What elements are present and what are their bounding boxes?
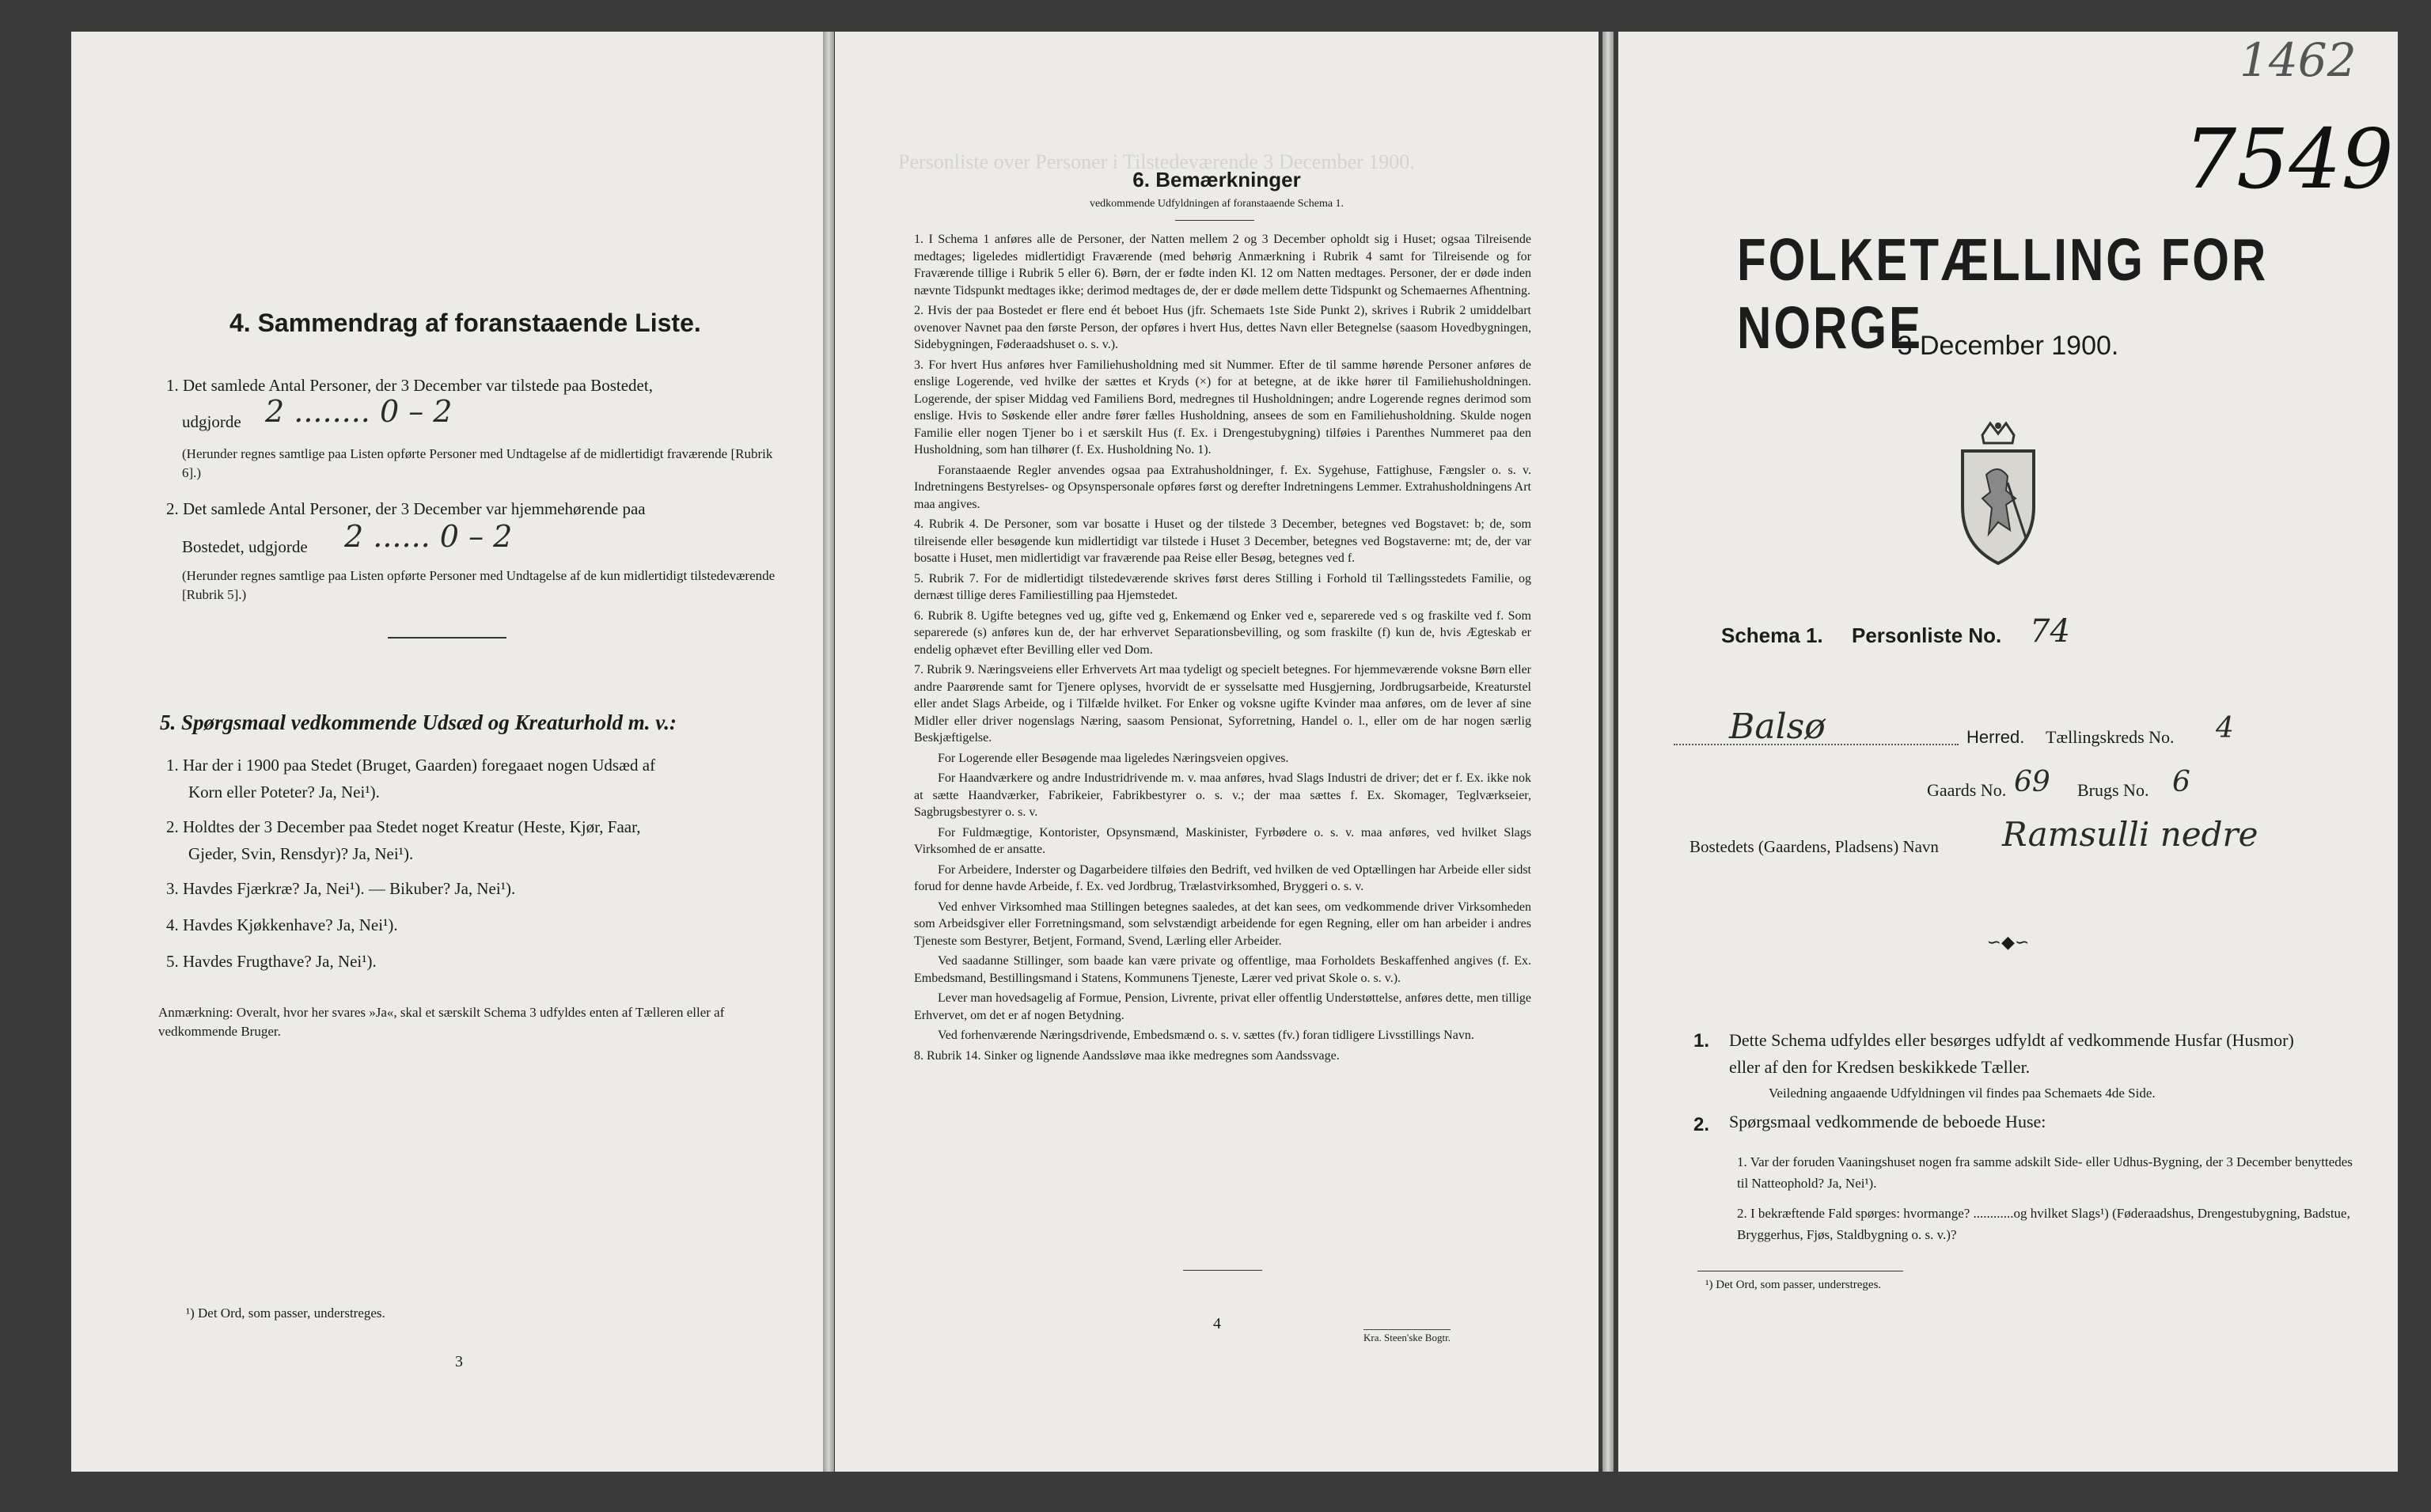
remark-paragraph: 1. I Schema 1 anføres alle de Personer, der Natten mellem 2 og 3 December opholdt sig i Huset; ogsaa Tilreisende medtages; ligeledes midlertidigt Fraværende (med behørig Anmærkning i Rubrik 4 samt for Tilreisende og for Fraværende tillige i Rubrik 5 eller 6). Børn, der er fødte inden Kl. 12 om Natten medtages. Personer, der er døde inden nævnte Tidspunkt medtages ikke; derimod medtages de, der er døde mellem dette Tidspunkt og Schemaernes Afhentning. [914,233,1531,297]
gaard-label: Gaards No. [1927,780,2007,800]
remark-paragraph: Ved forhenværende Næringsdrivende, Embedsmænd o. s. v. sættes (fv.) foran tidligere Livsstillings Navn. [938,1029,1474,1042]
page-4-remarks [835,32,1599,1472]
instruction-1-sub: Veiledning angaaende Udfyldningen vil findes paa Schemaets 4de Side. [1769,1086,2156,1101]
archive-number-2: 7549 [2184,111,2394,207]
bosted-name: Ramsulli nedre [2002,815,2258,854]
inst-2-number: 2. [1693,1114,1710,1135]
herred-name: Balsø [1729,707,1826,747]
remarks-subheading: vedkommende Udfyldningen af foranstaaende Schema 1. [1089,198,1344,210]
item-1b: Korn eller Poteter? Ja, Nei¹). [188,783,380,801]
q2-note: (Herunder regnes samtlige paa Listen opførte Personer med Undtagelse af de kun midlertidigt tilstedeværende [Rubrik 5].) [182,568,776,602]
remark-paragraph: For Fuldmægtige, Kontorister, Opsynsmænd, Maskinister, Fyrbødere o. s. v. maa anføres, ved hvilket Slags Virksomhed de er ansatte. [914,825,1531,856]
kreds-label: Tællingskreds No. [2046,727,2175,747]
remarks-heading: 6. Bemærkninger [1132,168,1301,191]
census-date: 3 December 1900. [1897,331,2119,361]
document-title: FOLKETÆLLING FOR NORGE [1737,226,2269,362]
page-fold [823,32,834,1472]
personliste-number: 74 [2030,613,2070,650]
remark: Anmærkning: Overalt, hvor her svares »Ja«, skal et særskilt Schema 3 udfyldes enten af Tælleren eller af vedkommende Bruger. [158,1005,725,1039]
kreds-number: 4 [2216,712,2234,745]
page-1-cover [1618,32,2398,1472]
remark-paragraph: 4. Rubrik 4. De Personer, som var bosatte i Huset og der tilstede 3 December, betegnes ved Bogstavet: b; de, som tilreisende eller besøgende kun midlertidigt var tilstede i Huset 3 December, betegnes ved Bogstaverne: mt; de, der var bosatte i Huset, men midlertidigt var fraværende paa Reise eller Besøg, betegnes ved f. [914,517,1531,565]
inst-1-number: 1. [1693,1030,1710,1052]
divider [1175,220,1254,221]
remark-paragraph: Ved enhver Virksomhed maa Stillingen betegnes saaledes, at det kan sees, om vedkommende driver Virksomheden som Arbeidsgiver eller Forretningsmand, som selvstændigt arbeidende for egen Regning, eller om han arbeider i andres Tjeneste som Bestyrer, Betjent, Formand, Svend, Lærling eller Arbeider. [914,900,1531,948]
ornament: ∽◆∽ [1986,932,2030,952]
gaard-number: 69 [2014,766,2050,798]
item-2b: Gjeder, Svin, Rensdyr)? Ja, Nei¹). [188,844,414,863]
section5-heading: 5. Spørgsmaal vedkommende Udsæd og Kreaturhold m. v.: [160,711,677,734]
q1-text: 1. Det samlede Antal Personer, der 3 December var tilstede paa Bostedet, [166,376,653,395]
brug-label: Brugs No. [2077,780,2149,800]
item-5: 5. Havdes Frugthave? Ja, Nei¹). [166,952,377,971]
q1-note: (Herunder regnes samtlige paa Listen opførte Personer med Undtagelse af de midlertidigt fraværende [Rubrik 6].) [182,446,773,480]
page-3-summary [71,32,823,1472]
remark-paragraph: 7. Rubrik 9. Næringsveiens eller Erhvervets Art maa tydeligt og specielt betegnes. For hjemmeværende voksne Børn eller andre Paarørende samt for Tjenere oplyses, hvorvidt de er sysselsatte med Husgjerning, Jordbrugsarbeide, Kreaturstel eller andet Slags Arbeide, og i Tilfælde hvilket. For Enker og voksne ugifte Kvinder maa anføres, om de lever af sine Midler eller driver nogenslags Næring, saasom Pensionat, Syforretning, Handel o. l., eller om de har nogen særlig Beskjæftigelse. [914,663,1531,745]
remarks-body [914,231,1531,1067]
bosted-label: Bostedets (Gaardens, Pladsens) Navn [1690,837,1939,856]
remark-paragraph: 2. Hvis der paa Bostedet er flere end ét beboet Hus (jfr. Schemaets 1ste Side Punkt 2), skrives i Rubrik 2 umiddelbart ovenover Navnet paa den første Person, der opføres i hvert Hus, dettes Navn eller Betegnelse (saasom Hovedbygningen, Sidebygningen, Føderaadshuset o. s. v.). [914,304,1531,351]
instruction-2-2: 2. I bekræftende Fald spørges: hvormange? ............og hvilket Slags¹) (Føderaadshus, Drengestubygning, Badstue, Bryggerhus, Fjøs, Staldbygning o. s. v.)? [1737,1206,2350,1242]
page-number: 3 [455,1353,463,1370]
page-fold [1602,32,1614,1472]
remark-paragraph: 8. Rubrik 14. Sinker og lignende Aandssløve maa ikke medregnes som Aandssvage. [914,1048,1340,1063]
archive-number-1: 1462 [2239,33,2357,87]
printer-credit: Kra. Steen'ske Bogtr. [1363,1329,1451,1344]
q1-udgjorde: udgjorde [182,412,241,431]
footnote: ¹) Det Ord, som passer, understreges. [1705,1279,1882,1291]
q2-bostedet: Bostedet, udgjorde [182,537,308,556]
herred-label: Herred. [1966,727,2025,747]
divider [388,637,506,639]
schema-label: Schema 1. [1721,623,1823,647]
summary-heading: 4. Sammendrag af foranstaaende Liste. [229,309,701,337]
instruction-2-1: 1. Var der foruden Vaaningshuset nogen fra samme adskilt Side- eller Udhus-Bygning, der 3 December benyttedes til Natteophold? Ja, Nei¹). [1737,1154,2353,1191]
q2-text: 2. Det samlede Antal Personer, der 3 December var hjemmehørende paa [166,499,646,518]
remark-paragraph: Ved saadanne Stillinger, som baade kan være private og offentlige, maa Forholdets Beskaffenhed angives (f. Ex. Embedsmand, Bestillingsmand i Statens, Kommunens Tjeneste, Lærer ved privat Skole o. s. v.). [914,954,1531,985]
remark-paragraph: 6. Rubrik 8. Ugifte betegnes ved ug, gifte ved g, Enkemænd og Enker ved e, separerede ved s og fraskilte ved f. Som separerede (s) anføres kun de, der har erhvervet Separationsbevilling, og som fraskilte (f) kun de, hvis Ægteskab er endelig ophævet efter Bevilling eller ved Dom. [914,608,1531,657]
remark-paragraph: Foranstaaende Regler anvendes ogsaa paa Extrahusholdninger, f. Ex. Sygehuse, Fattighuse, Fængsler o. s. v. Indretningens Bestyrelses- og Opsynspersonale opføres først og derefter Indretningens Lemmer. Extrahusholdningens Art maa angives. [914,463,1531,511]
instruction-2: Spørgsmaal vedkommende de beboede Huse: [1729,1112,2046,1131]
remark-paragraph: 3. For hvert Hus anføres hver Familiehusholdning med sit Nummer. Efter de til samme hørende Personer anføres de enslige Logerende, ved hvilke der sættes et Kryds (×) for at betegne, at de ikke hører til Familiehusholdningen. Logerende, der spiser Middag ved Familiens Bord, medregnes til Husholdningen; andre Logerende regnes derimod som enslige. Hvis to Søskende eller andre fører fælles Husholdning, ansees de som en Familiehusholdning. Skulde nogen Familie eller nogen Tjener bo i et særskilt Hus (f. Ex. i Drengestubygning) tilføies i Parenthes Nummeret paa den Husholdning, som han tilhører (f. Ex. Husholdning No. 1). [914,358,1531,457]
item-2a: 2. Holdtes der 3 December paa Stedet noget Kreatur (Heste, Kjør, Faar, [166,817,641,836]
item-4: 4. Havdes Kjøkkenhave? Ja, Nei¹). [166,915,398,934]
remark-paragraph: Lever man hovedsagelig af Formue, Pension, Livrente, privat eller offentlig Understøttelse, anføres dette, men tillige Erhvervet, om det er af nogen Betydning. [914,991,1531,1022]
footnote: ¹) Det Ord, som passer, understreges. [186,1305,385,1321]
personliste-label: Personliste No. [1852,623,2002,647]
item-1a: 1. Har der i 1900 paa Stedet (Bruget, Gaarden) foregaaet nogen Udsæd af [166,756,656,775]
remark-paragraph: For Haandværkere og andre Industridrivende m. v. maa anføres, hvad Slags Industri de driver; det er f. Ex. ikke nok at sætte Haandværker, Fabrikeier, Fabrikbestyrer o. s. v.; der maa sættes f. Ex. Skomager, Teglværkseier, Sagbrugsbestyrer o. s. v. [914,771,1531,819]
norwegian-coat-of-arms-icon [1951,419,2046,570]
remark-paragraph: 5. Rubrik 7. For de midlertidigt tilstedeværende skrives først deres Stilling i Forhold til Tællingsstedets Familie, og dernæst tillige deres Familiestilling paa Hjemstedet. [914,571,1531,602]
remark-paragraph: For Arbeidere, Inderster og Dagarbeidere tilføies den Bedrift, ved hvilken de ved Optællingen har Arbeide eller sidst forud for denne havde Arbeide, f. Ex. ved Jordbrug, Trælastvirksomhed, Bryggeri o. s. v. [914,862,1531,893]
divider [1183,1270,1262,1271]
remark-paragraph: For Logerende eller Besøgende maa ligeledes Næringsveien opgives. [938,751,1289,765]
herred-line [1674,744,1959,745]
page-number: 4 [1213,1315,1221,1332]
brug-number: 6 [2172,766,2190,798]
instruction-1: Dette Schema udfyldes eller besørges udfyldt af vedkommende Husfar (Husmor) eller af den for Kredsen beskikkede Tæller. [1729,1030,2294,1077]
item-3: 3. Havdes Fjærkræ? Ja, Nei¹). — Bikuber? Ja, Nei¹). [166,879,516,898]
q2-handwritten-count: 2 ...... 0 – 2 [344,519,513,554]
q1-handwritten-count: 2 ........ 0 – 2 [265,394,453,429]
bleed-through-text: Personliste over Personer i Tilstedeværende 3 December 1900. [898,150,1415,173]
